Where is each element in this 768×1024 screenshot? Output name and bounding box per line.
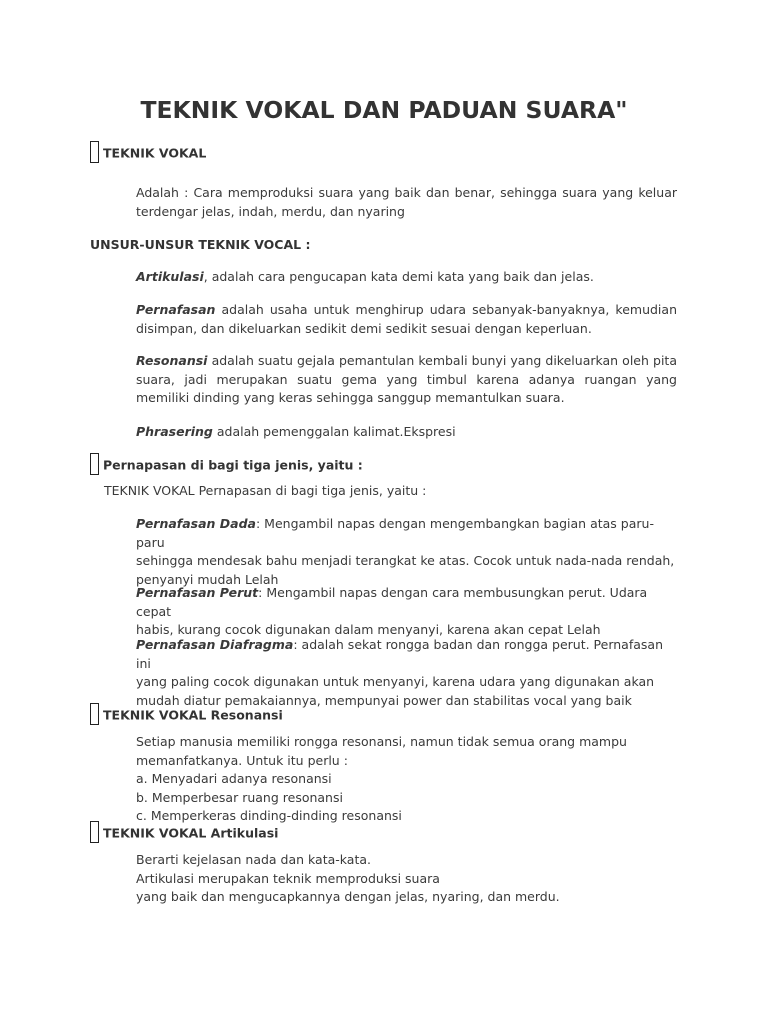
section-heading-label: TEKNIK VOKAL <box>103 145 207 161</box>
unsur-heading: UNSUR-UNSUR TEKNIK VOCAL : <box>90 237 311 252</box>
pernapasan-subline: TEKNIK VOKAL Pernapasan di bagi tiga jenis, yaitu : <box>104 483 427 498</box>
list-item: b. Memperbesar ruang resonansi <box>136 789 343 805</box>
text-line: Setiap manusia memiliki rongga resonansi, namun tidak semua orang mampu <box>136 734 627 749</box>
text-line: memanfatkanya. Untuk itu perlu : <box>136 752 348 768</box>
section-heading-pernapasan <box>90 455 363 477</box>
term-description-line: : Mengambil napas dengan mengembangkan bagian atas paru-paru <box>136 516 654 550</box>
checkbox-glyph-icon <box>90 141 99 163</box>
term-description-line: mudah diatur pemakaiannya, mempunyai power dan stabilitas vocal yang baik <box>136 692 632 708</box>
section-heading-teknik-vokal <box>90 143 206 165</box>
section-heading-label: TEKNIK VOKAL Resonansi <box>103 707 283 723</box>
page-title: TEKNIK VOKAL DAN PADUAN SUARA" <box>140 96 628 124</box>
term-description-line: : Mengambil napas dengan cara membusungkan perut. Udara cepat <box>136 585 648 619</box>
term-description-line: sehingga mendesak bahu menjadi terangkat ke atas. Cocok untuk nada-nada rendah, <box>136 553 675 568</box>
term-label: Phrasering <box>136 424 213 439</box>
text-line: yang baik dan mengucapkannya dengan jelas, nyaring, dan merdu. <box>136 889 560 904</box>
term-label: Artikulasi <box>136 269 204 284</box>
term-description-line: penyanyi mudah Lelah <box>136 571 279 587</box>
list-item: a. Menyadari adanya resonansi <box>136 771 332 786</box>
unsur-item-phrasering <box>136 423 677 442</box>
term-description: adalah suatu gejala pemantulan kembali bunyi yang dikeluarkan oleh pita suara, jadi merupakan suatu gema yang timbul karena adanya ruangan yang memiliki dinding yang keras sehingga sanggup memantulkan suara. <box>136 353 677 405</box>
section-heading-artikulasi <box>90 823 278 845</box>
term-description-line: : adalah sekat rongga badan dan rongga perut. Pernafasan ini <box>136 637 663 671</box>
definition-paragraph: Adalah : Cara memproduksi suara yang baik dan benar, sehingga suara yang keluar terdengar jelas, indah, merdu, dan nyaring <box>136 185 677 219</box>
section-heading-label: Pernapasan di bagi tiga jenis, yaitu : <box>103 457 363 473</box>
checkbox-glyph-icon <box>90 821 99 843</box>
list-item: c. Memperkeras dinding-dinding resonansi <box>136 808 402 823</box>
pernafasan-perut-item <box>136 584 677 640</box>
term-description: , adalah cara pengucapan kata demi kata yang baik dan jelas. <box>203 269 594 284</box>
term-label: Pernafasan <box>136 302 216 317</box>
artikulasi-paragraph <box>136 851 677 907</box>
pernafasan-diafragma-item <box>136 636 677 710</box>
term-description-line: yang paling cocok digunakan untuk menyanyi, karena udara yang digunakan akan <box>136 674 655 689</box>
term-label: Pernafasan Dada <box>136 516 256 531</box>
checkbox-glyph-icon <box>90 453 99 475</box>
term-description: adalah usaha untuk menghirup udara sebanyak-banyaknya, kemudian disimpan, dan dikeluarkan sedikit demi sedikit sesuai dengan keperluan. <box>136 302 677 336</box>
pernafasan-dada-item <box>136 515 677 589</box>
term-description: adalah pemenggalan kalimat.Ekspresi <box>212 424 456 439</box>
text-line: Artikulasi merupakan teknik memproduksi suara <box>136 870 440 886</box>
term-label: Resonansi <box>136 353 208 368</box>
text-line: Berarti kejelasan nada dan kata-kata. <box>136 852 372 867</box>
term-label: Pernafasan Diafragma <box>136 637 294 652</box>
section-heading-label: TEKNIK VOKAL Artikulasi <box>103 825 279 841</box>
unsur-item-pernafasan <box>136 301 677 338</box>
section-heading-resonansi <box>90 705 283 727</box>
unsur-item-resonansi <box>136 352 677 408</box>
unsur-item-artikulasi <box>136 268 677 287</box>
resonansi-paragraph <box>136 733 677 826</box>
term-label: Pernafasan Perut <box>136 585 259 600</box>
checkbox-glyph-icon <box>90 703 99 725</box>
term-description-line: habis, kurang cocok digunakan dalam menyanyi, karena akan cepat Lelah <box>136 622 601 637</box>
